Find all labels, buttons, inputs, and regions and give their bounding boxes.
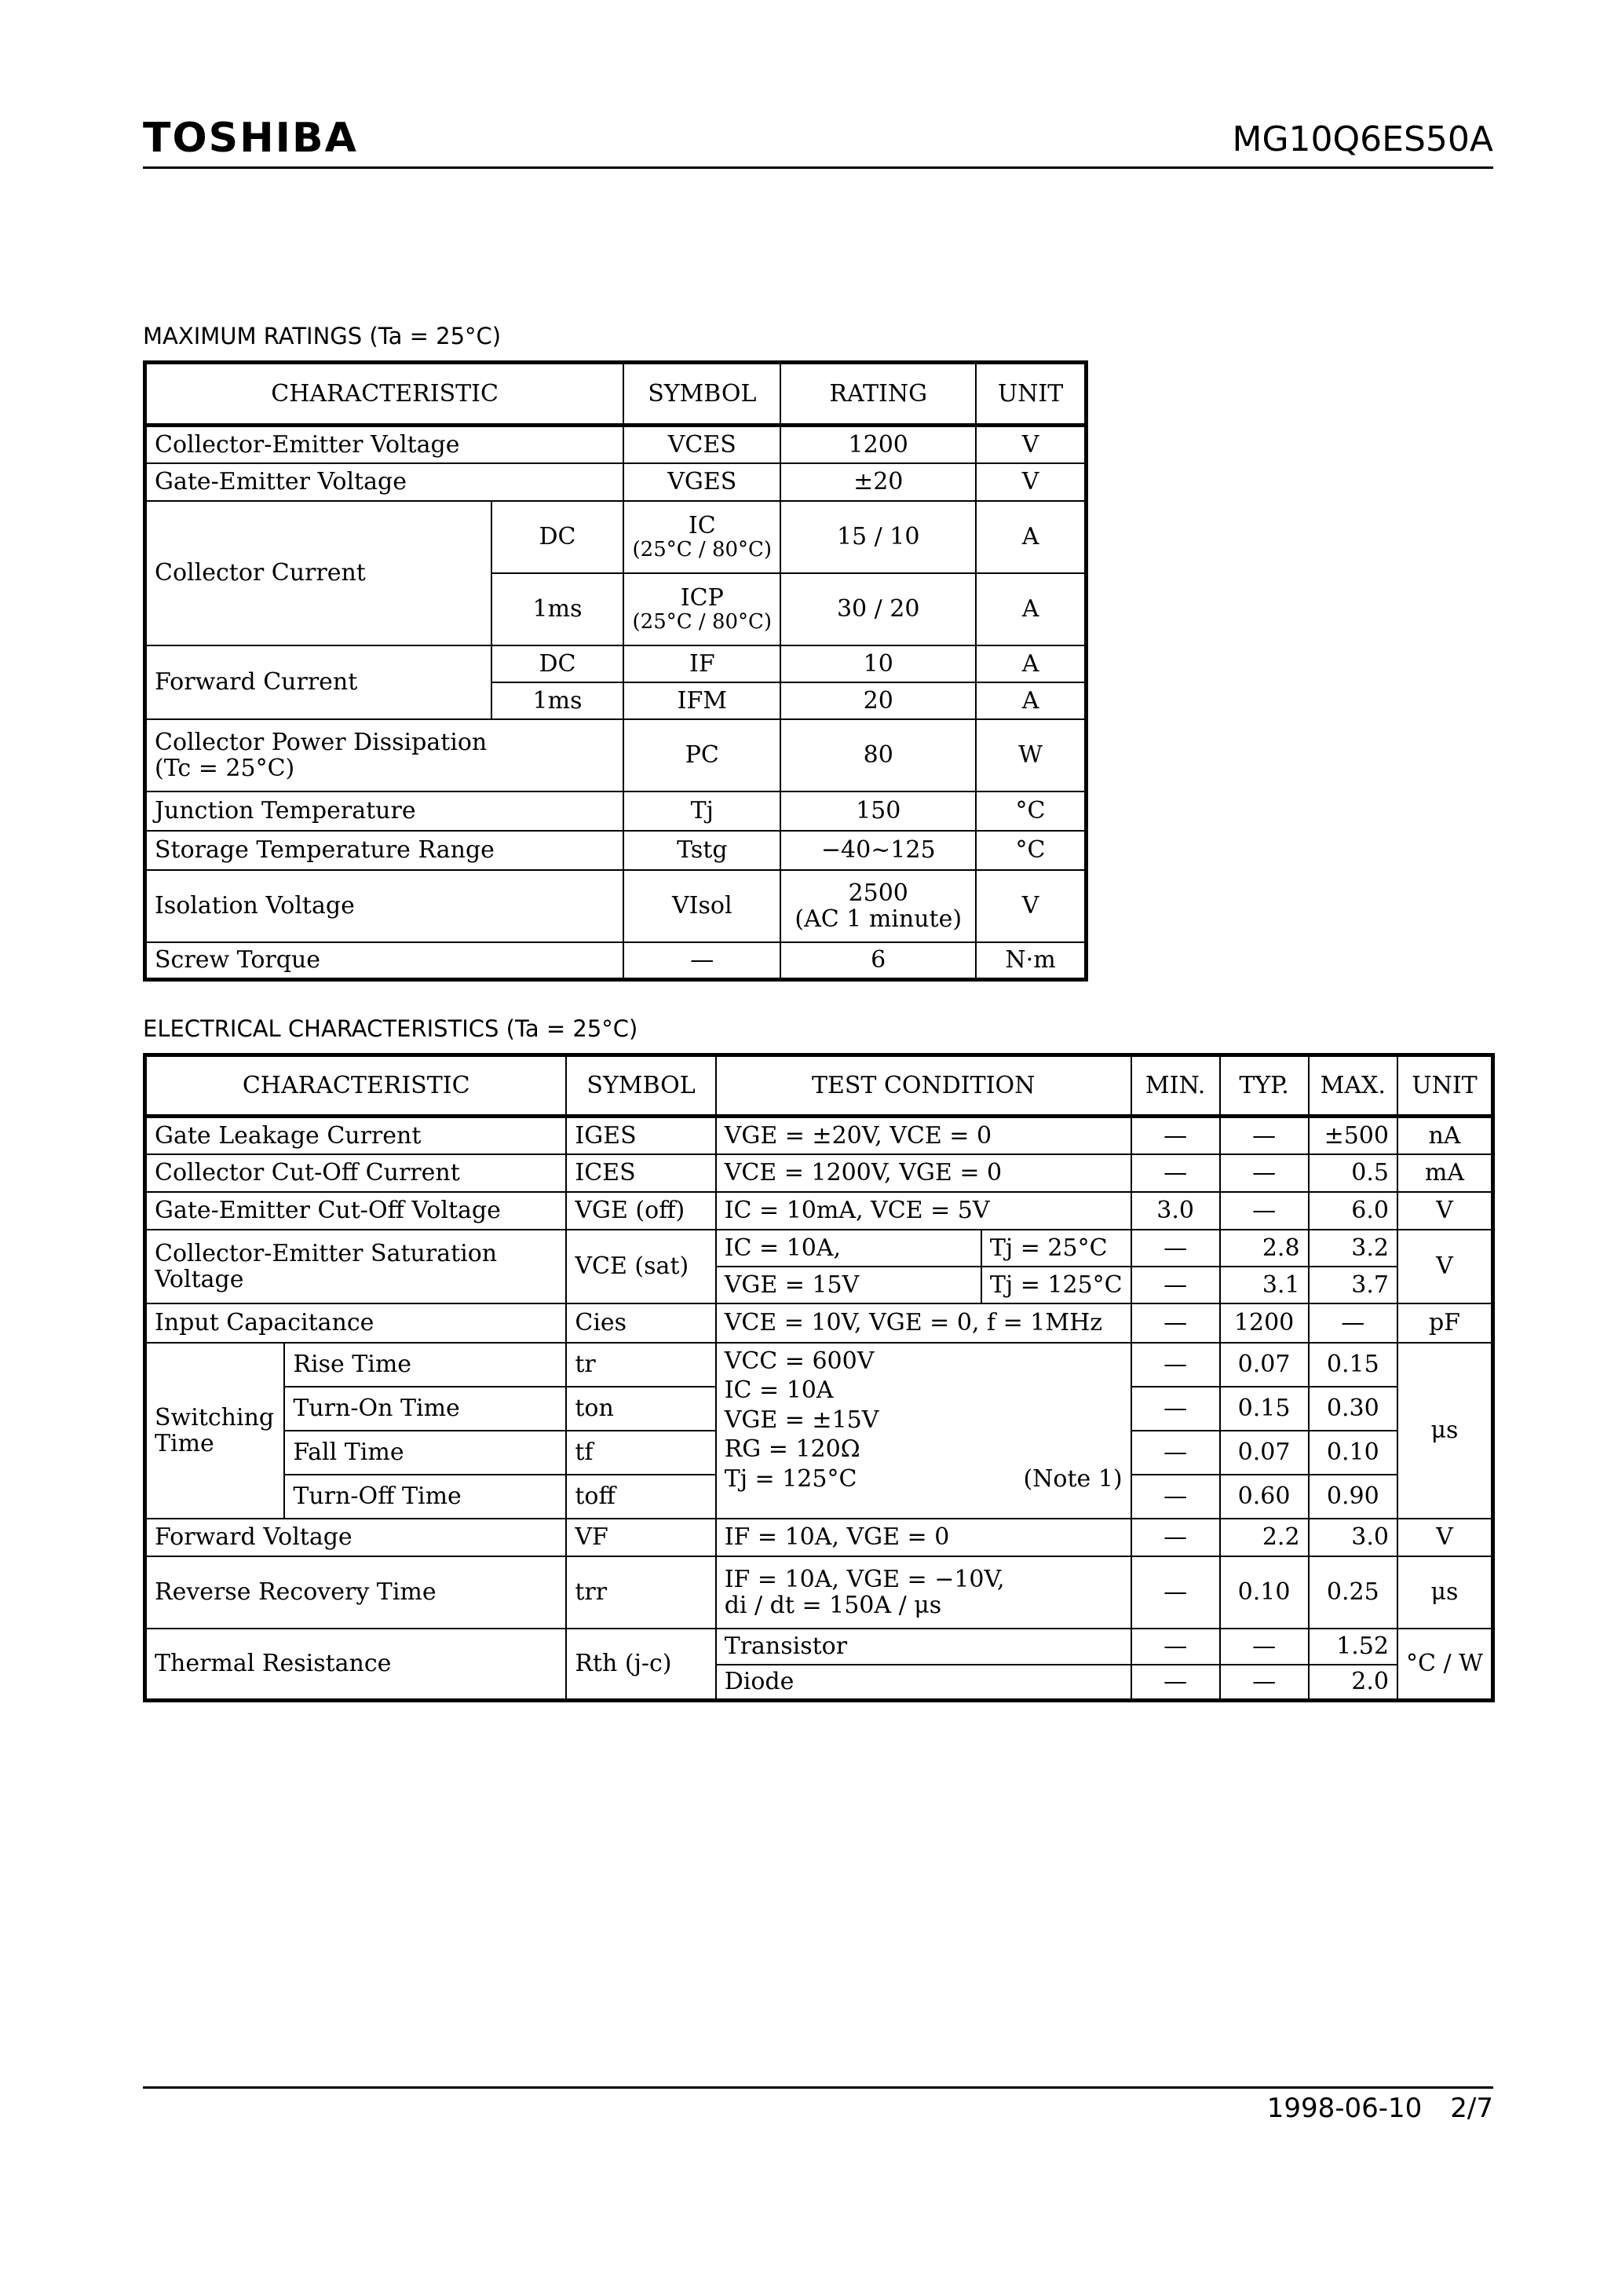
cell-min: —	[1131, 1230, 1220, 1267]
table-row	[145, 870, 1087, 942]
table-row	[145, 501, 1087, 573]
cell-sub-characteristic: Rise Time	[284, 1343, 566, 1387]
cell-symbol: Cies	[566, 1303, 715, 1343]
cell-max: 6.0	[1309, 1192, 1397, 1230]
cell-rating: 6	[780, 942, 976, 980]
cell-min: —	[1131, 1519, 1220, 1556]
cell-sub-characteristic: Fall Time	[284, 1431, 566, 1475]
cell-symbol: Rth (j-c)	[566, 1629, 715, 1701]
cell-max: 0.10	[1309, 1431, 1397, 1475]
cell-condition: VCE = 10V, VGE = 0, f = 1MHz	[716, 1303, 1131, 1343]
cell-symbol: tf	[566, 1431, 715, 1475]
cell-unit: nA	[1397, 1117, 1493, 1154]
cell-typ: —	[1220, 1154, 1309, 1192]
condition-tj: Tj = 125°C	[724, 1464, 857, 1493]
cell-symbol: toff	[566, 1475, 715, 1519]
cell-typ: 0.15	[1220, 1387, 1309, 1431]
table-row	[145, 1303, 1493, 1343]
cell-rating: 10	[780, 645, 976, 682]
cell-unit: V	[976, 426, 1086, 463]
cell-characteristic: Collector Cut-Off Current	[145, 1154, 567, 1192]
cell-max: 3.2	[1309, 1230, 1397, 1267]
condition-line: VCC = 600V	[724, 1347, 875, 1375]
char-line: Collector-Emitter Saturation	[155, 1239, 498, 1267]
note-1: (Note 1)	[1023, 1464, 1123, 1493]
cell-sub-condition: 1ms	[491, 573, 623, 645]
table-header-row	[145, 1055, 1493, 1117]
cell-characteristic: Collector Current	[145, 501, 491, 645]
cell-typ: 2.8	[1220, 1230, 1309, 1267]
cell-typ: —	[1220, 1665, 1309, 1701]
cell-unit: V	[1397, 1230, 1493, 1303]
cell-typ: —	[1220, 1192, 1309, 1230]
cell-symbol: IFM	[623, 682, 780, 719]
cell-typ: 0.10	[1220, 1556, 1309, 1629]
col-header-rating: RATING	[780, 363, 976, 426]
footer-date: 1998-06-10	[1266, 2093, 1423, 2124]
table-row	[145, 1629, 1493, 1665]
cell-characteristic-group	[145, 1343, 285, 1519]
cell-condition: VCE = 1200V, VGE = 0	[716, 1154, 1131, 1192]
cell-sub-condition: 1ms	[491, 682, 623, 719]
char-line: Collector Power Dissipation	[155, 728, 488, 756]
cell-unit: V	[1397, 1192, 1493, 1230]
condition-line: IC = 10A	[724, 1377, 834, 1404]
condition-line: di / dt = 150A / μs	[724, 1591, 942, 1619]
col-header-unit: UNIT	[976, 363, 1086, 426]
cell-max: 0.25	[1309, 1556, 1397, 1629]
symbol-text: IC	[688, 511, 716, 539]
cell-unit: W	[976, 719, 1086, 792]
table-row	[145, 1192, 1493, 1230]
cell-min: —	[1131, 1475, 1220, 1519]
symbol-note: (25°C / 80°C)	[632, 537, 773, 561]
cell-characteristic: Screw Torque	[145, 942, 624, 980]
symbol-text: ICP	[680, 583, 724, 612]
cell-min: —	[1131, 1267, 1220, 1303]
cell-unit: °C / W	[1397, 1629, 1493, 1701]
cell-characteristic: Gate-Emitter Voltage	[145, 463, 624, 501]
col-header-characteristic: CHARACTERISTIC	[145, 363, 624, 426]
cell-symbol: Tj	[623, 792, 780, 831]
symbol-note: (25°C / 80°C)	[632, 609, 773, 634]
cell-symbol: VCES	[623, 426, 780, 463]
table-row	[145, 719, 1087, 792]
col-header-test-condition: TEST CONDITION	[716, 1055, 1131, 1117]
cell-symbol: ICES	[566, 1154, 715, 1192]
cell-rating: 15 / 10	[780, 501, 976, 573]
cell-rating: 1200	[780, 426, 976, 463]
cell-unit: V	[976, 463, 1086, 501]
col-header-max: MAX.	[1309, 1055, 1397, 1117]
cell-symbol: trr	[566, 1556, 715, 1629]
col-header-typ: TYP.	[1220, 1055, 1309, 1117]
cell-min: —	[1131, 1556, 1220, 1629]
cell-typ: 0.60	[1220, 1475, 1309, 1519]
cell-symbol: IGES	[566, 1117, 715, 1154]
cell-condition-tj: Tj = 25°C	[981, 1230, 1131, 1267]
cell-max: 0.30	[1309, 1387, 1397, 1431]
cell-min: —	[1131, 1629, 1220, 1665]
cell-symbol: VGE (off)	[566, 1192, 715, 1230]
cell-condition: IF = 10A, VGE = 0	[716, 1519, 1131, 1556]
max-ratings-table	[143, 360, 1088, 982]
cell-characteristic: Input Capacitance	[145, 1303, 567, 1343]
cell-sub-characteristic: Turn-Off Time	[284, 1475, 566, 1519]
char-line: Switching	[155, 1403, 275, 1431]
cell-min: —	[1131, 1665, 1220, 1701]
cell-condition: VGE = ±20V, VCE = 0	[716, 1117, 1131, 1154]
cell-unit: A	[976, 645, 1086, 682]
cell-condition: IC = 10A,	[716, 1230, 981, 1267]
table-row	[145, 645, 1087, 682]
cell-characteristic: Isolation Voltage	[145, 870, 624, 942]
cell-symbol	[623, 573, 780, 645]
cell-characteristic: Reverse Recovery Time	[145, 1556, 567, 1629]
cell-characteristic: Collector-Emitter Voltage	[145, 426, 624, 463]
cell-condition: VGE = 15V	[716, 1267, 981, 1303]
cell-sub-characteristic: Turn-On Time	[284, 1387, 566, 1431]
table-row	[145, 792, 1087, 831]
cell-symbol: Tstg	[623, 831, 780, 870]
col-header-symbol: SYMBOL	[623, 363, 780, 426]
condition-line: RG = 120Ω	[724, 1435, 860, 1463]
cell-symbol: IF	[623, 645, 780, 682]
col-header-unit: UNIT	[1397, 1055, 1493, 1117]
condition-line	[725, 1464, 1123, 1494]
cell-condition: IC = 10mA, VCE = 5V	[716, 1192, 1131, 1230]
cell-unit: °C	[976, 831, 1086, 870]
cell-min: —	[1131, 1343, 1220, 1387]
toshiba-logo: TOSHIBA	[143, 115, 358, 162]
table-row	[145, 831, 1087, 870]
cell-symbol: ton	[566, 1387, 715, 1431]
cell-unit: V	[976, 870, 1086, 942]
cell-max: 3.0	[1309, 1519, 1397, 1556]
footer	[1239, 2095, 1493, 2122]
cell-typ: —	[1220, 1629, 1309, 1665]
cell-typ: 2.2	[1220, 1519, 1309, 1556]
char-line: Time	[155, 1429, 214, 1457]
col-header-min: MIN.	[1131, 1055, 1220, 1117]
rating-line: (AC 1 minute)	[795, 905, 963, 933]
cell-unit: pF	[1397, 1303, 1493, 1343]
cell-rating: 80	[780, 719, 976, 792]
cell-typ: 0.07	[1220, 1431, 1309, 1475]
cell-switching-conditions	[716, 1343, 1131, 1519]
cell-unit: A	[976, 501, 1086, 573]
cell-unit: V	[1397, 1519, 1493, 1556]
cell-max: 1.52	[1309, 1629, 1397, 1665]
cell-symbol: —	[623, 942, 780, 980]
cell-sub-condition: DC	[491, 645, 623, 682]
table-row	[145, 1519, 1493, 1556]
header-rule	[143, 166, 1493, 169]
cell-unit: A	[976, 573, 1086, 645]
max-ratings-title: MAXIMUM RATINGS (Ta = 25°C)	[143, 323, 502, 349]
cell-symbol: PC	[623, 719, 780, 792]
table-row	[145, 1154, 1493, 1192]
cell-max: 3.7	[1309, 1267, 1397, 1303]
cell-unit: μs	[1397, 1343, 1493, 1519]
table-row	[145, 1117, 1493, 1154]
cell-min: —	[1131, 1431, 1220, 1475]
cell-symbol	[623, 501, 780, 573]
cell-max: ±500	[1309, 1117, 1397, 1154]
cell-symbol: VIsol	[623, 870, 780, 942]
cell-max: 0.15	[1309, 1343, 1397, 1387]
cell-max: 0.5	[1309, 1154, 1397, 1192]
table-header-row	[145, 363, 1087, 426]
cell-condition: Diode	[716, 1665, 1131, 1701]
footer-rule	[143, 2086, 1493, 2089]
cell-symbol: tr	[566, 1343, 715, 1387]
cell-sub-condition: DC	[491, 501, 623, 573]
cell-rating: ±20	[780, 463, 976, 501]
table-row	[145, 1230, 1493, 1267]
cell-rating: 30 / 20	[780, 573, 976, 645]
cell-characteristic: Storage Temperature Range	[145, 831, 624, 870]
cell-symbol: VCE (sat)	[566, 1230, 715, 1303]
table-row	[145, 463, 1087, 501]
cell-condition-tj: Tj = 125°C	[981, 1267, 1131, 1303]
electrical-table	[143, 1053, 1495, 1702]
cell-rating: 150	[780, 792, 976, 831]
condition-line: VGE = ±15V	[724, 1406, 879, 1434]
cell-characteristic	[145, 1230, 567, 1303]
cell-typ: —	[1220, 1117, 1309, 1154]
cell-symbol: VGES	[623, 463, 780, 501]
cell-unit: μs	[1397, 1556, 1493, 1629]
cell-unit: °C	[976, 792, 1086, 831]
cell-min: —	[1131, 1303, 1220, 1343]
table-row	[145, 1343, 1493, 1387]
cell-characteristic: Forward Voltage	[145, 1519, 567, 1556]
rating-line: 2500	[848, 879, 908, 907]
table-row	[145, 942, 1087, 980]
cell-max: 2.0	[1309, 1665, 1397, 1701]
cell-typ: 1200	[1220, 1303, 1309, 1343]
cell-characteristic: Thermal Resistance	[145, 1629, 567, 1701]
char-line: Voltage	[155, 1265, 244, 1293]
cell-max: —	[1309, 1303, 1397, 1343]
cell-unit: N·m	[976, 942, 1086, 980]
table-row	[145, 1556, 1493, 1629]
cell-condition	[716, 1556, 1131, 1629]
cell-characteristic: Gate-Emitter Cut-Off Voltage	[145, 1192, 567, 1230]
cell-characteristic: Forward Current	[145, 645, 491, 719]
cell-condition: Transistor	[716, 1629, 1131, 1665]
cell-rating: 20	[780, 682, 976, 719]
cell-max: 0.90	[1309, 1475, 1397, 1519]
cell-min: —	[1131, 1154, 1220, 1192]
cell-min: 3.0	[1131, 1192, 1220, 1230]
electrical-title: ELECTRICAL CHARACTERISTICS (Ta = 25°C)	[143, 1015, 638, 1042]
condition-line: IF = 10A, VGE = −10V,	[724, 1565, 1005, 1593]
cell-typ: 3.1	[1220, 1267, 1309, 1303]
cell-rating	[780, 870, 976, 942]
col-header-symbol: SYMBOL	[566, 1055, 715, 1117]
cell-unit: mA	[1397, 1154, 1493, 1192]
cell-characteristic: Gate Leakage Current	[145, 1117, 567, 1154]
cell-min: —	[1131, 1387, 1220, 1431]
table-row	[145, 426, 1087, 463]
cell-rating: −40~125	[780, 831, 976, 870]
col-header-characteristic: CHARACTERISTIC	[145, 1055, 567, 1117]
char-line: (Tc = 25°C)	[155, 754, 295, 782]
cell-characteristic: Junction Temperature	[145, 792, 624, 831]
cell-characteristic	[145, 719, 624, 792]
cell-symbol: VF	[566, 1519, 715, 1556]
cell-unit: A	[976, 682, 1086, 719]
part-number: MG10Q6ES50A	[1232, 119, 1493, 159]
cell-min: —	[1131, 1117, 1220, 1154]
cell-typ: 0.07	[1220, 1343, 1309, 1387]
footer-page-number: 2/7	[1450, 2093, 1493, 2124]
